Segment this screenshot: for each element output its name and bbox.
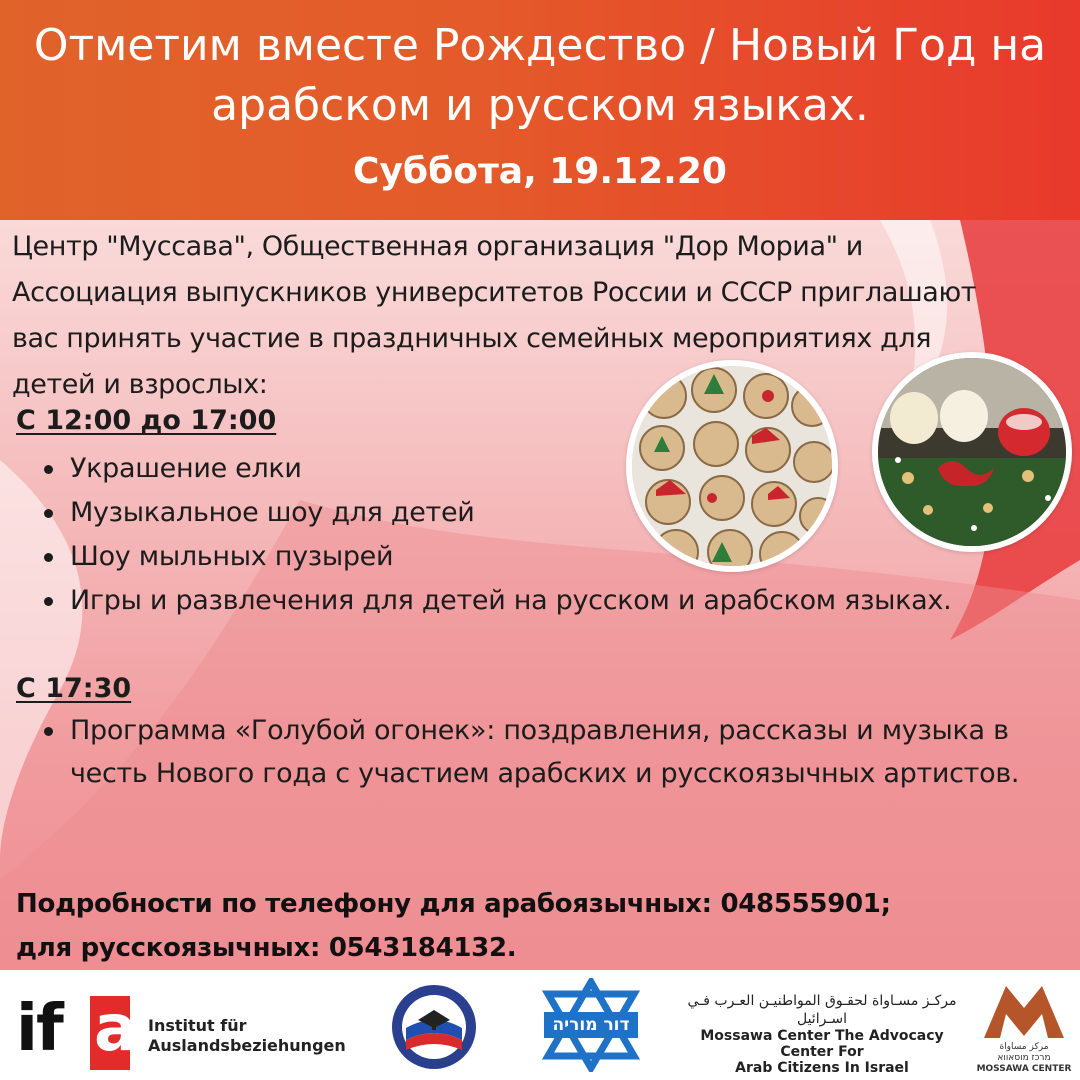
ifa-name-line-2: Auslandsbeziehungen (148, 1036, 346, 1055)
mossawa-logo-hebrew: מרכז מוסאווא (997, 1053, 1051, 1063)
mossawa-logo-english: MOSSAWA CENTER (976, 1064, 1072, 1074)
mossawa-english-line-2: Arab Citizens In Israel (735, 1060, 909, 1076)
mossawa-english-line-1: Mossawa Center The Advocacy Center For (700, 1028, 944, 1060)
sponsors-footer (0, 970, 1080, 1080)
list-item: Программа «Голубой огонек»: поздравления, рассказы и музыка в честь Нового года с участием арабских и русскоязычных артистов. (40, 709, 1040, 795)
mossawa-emblem-icon (976, 978, 1072, 1044)
contact-info (16, 882, 891, 970)
ifa-name-line-1: Institut für (148, 1016, 247, 1035)
session-1-activities (40, 447, 951, 623)
session-2-time: С 17:30 (16, 673, 132, 704)
contact-russian-speakers: для русскоязычных: 0543184132. (16, 933, 517, 963)
ifa-letters: if (16, 992, 62, 1066)
event-date: Суббота, 19.12.20 (353, 151, 727, 192)
ifa-logo (16, 986, 346, 1066)
header-banner (0, 0, 1080, 220)
graduates-association-logo (388, 982, 480, 1072)
graduates-emblem-icon (388, 982, 480, 1072)
list-item: Украшение елки (40, 447, 951, 491)
dor-moria-logo (538, 978, 644, 1072)
list-item: Шоу мыльных пузырей (40, 535, 951, 579)
intro-paragraph: Центр "Муссава", Общественная организация "Дор Мориа" и Ассоциация выпускников университетов России и СССР приглашают вас принять участие в праздничных семейных мероприятиях для детей и взрослых: (12, 231, 977, 400)
session-1-time: С 12:00 до 17:00 (16, 405, 277, 436)
mossawa-logo (976, 978, 1072, 1074)
mossawa-logo-arabic: مركز مساواة (999, 1042, 1049, 1052)
contact-arabic-speakers: Подробности по телефону для арабоязычных: 048555901; (16, 889, 891, 919)
mossawa-center-name (672, 992, 972, 1076)
event-title: Отметим вместе Рождество / Новый Год на арабском и русском языках. (33, 20, 1047, 131)
list-item: Игры и развлечения для детей на русском и арабском языках. (40, 579, 951, 623)
list-item: Музыкальное шоу для детей (40, 491, 951, 535)
mossawa-arabic-name: مركـز مسـاواة لحقـوق المواطنيـن العـرب فـي اسـرائيل (687, 993, 957, 1027)
ifa-letter-a: a (94, 992, 138, 1066)
session-2-activities (40, 709, 1040, 795)
dor-moria-hebrew-text: דור מוריה (552, 1015, 630, 1035)
ifa-institute-name (148, 1016, 346, 1056)
